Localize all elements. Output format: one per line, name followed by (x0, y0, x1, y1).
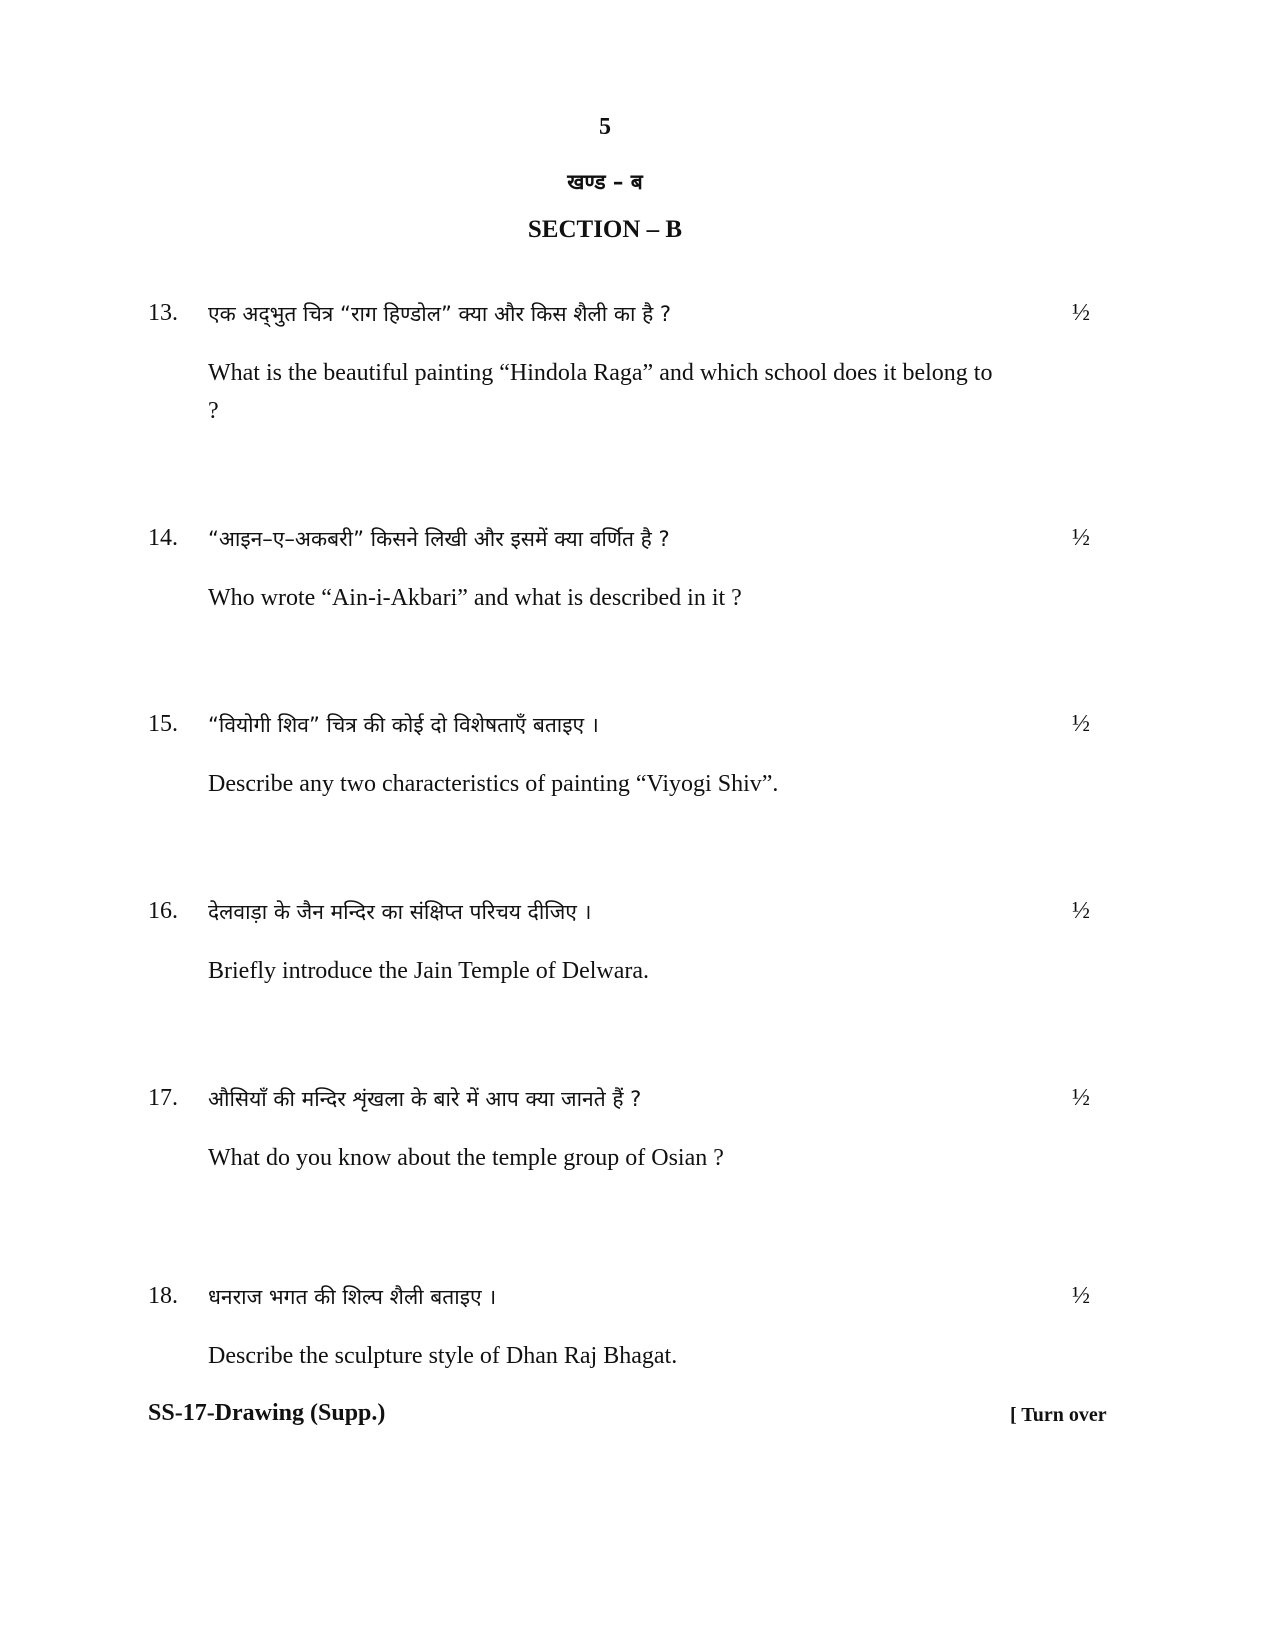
paper-code: SS-17-Drawing (Supp.) (148, 1400, 386, 1426)
question-text-hindi: धनराज भगत की शिल्प शैली बताइए । (208, 1285, 497, 1309)
question-marks: ½ (1072, 711, 1090, 737)
question-number: 14. (148, 525, 178, 551)
question-text-english: Briefly introduce the Jain Temple of Delwara. (208, 958, 650, 984)
section-title-hindi: खण्ड – ब (567, 170, 643, 194)
question-text-hindi: एक अद्‌भुत चित्र “राग हिण्डोल” क्या और किस शैली का है ? (208, 302, 672, 326)
section-title-english: SECTION – B (527, 216, 683, 243)
question-text-english: Describe the sculpture style of Dhan Raj Bhagat. (208, 1343, 678, 1369)
question-text-hindi: “आइन–ए–अकबरी” किसने लिखी और इसमें क्या वर्णित है ? (208, 527, 670, 551)
question-text-english: What is the beautiful painting “Hindola Raga” and which school does it belong to ? (208, 360, 993, 424)
question-text-hindi: औसियाँ की मन्दिर शृंखला के बारे में आप क्या जानते हैं ? (208, 1087, 642, 1111)
question-text-english: What do you know about the temple group of Osian ? (208, 1145, 724, 1171)
question-marks: ½ (1072, 898, 1090, 924)
question-number: 17. (148, 1085, 178, 1111)
question-text-english: Who wrote “Ain-i-Akbari” and what is described in it ? (208, 585, 742, 611)
question-number: 18. (148, 1283, 178, 1309)
question-number: 15. (148, 711, 178, 737)
question-marks: ½ (1072, 525, 1090, 551)
question-text-hindi: “वियोगी शिव” चित्र की कोई दो विशेषताएँ बताइए । (208, 713, 599, 737)
turn-over-note: [ Turn over (1010, 1404, 1107, 1426)
question-text-english: Describe any two characteristics of painting “Viyogi Shiv”. (208, 771, 779, 797)
question-marks: ½ (1072, 300, 1090, 326)
question-text-hindi: देलवाड़ा के जैन मन्दिर का संक्षिप्त परिचय दीजिए । (208, 900, 592, 924)
question-marks: ½ (1072, 1283, 1090, 1309)
page-number: 5 (599, 114, 611, 140)
question-number: 16. (148, 898, 178, 924)
question-number: 13. (148, 300, 178, 326)
question-marks: ½ (1072, 1085, 1090, 1111)
